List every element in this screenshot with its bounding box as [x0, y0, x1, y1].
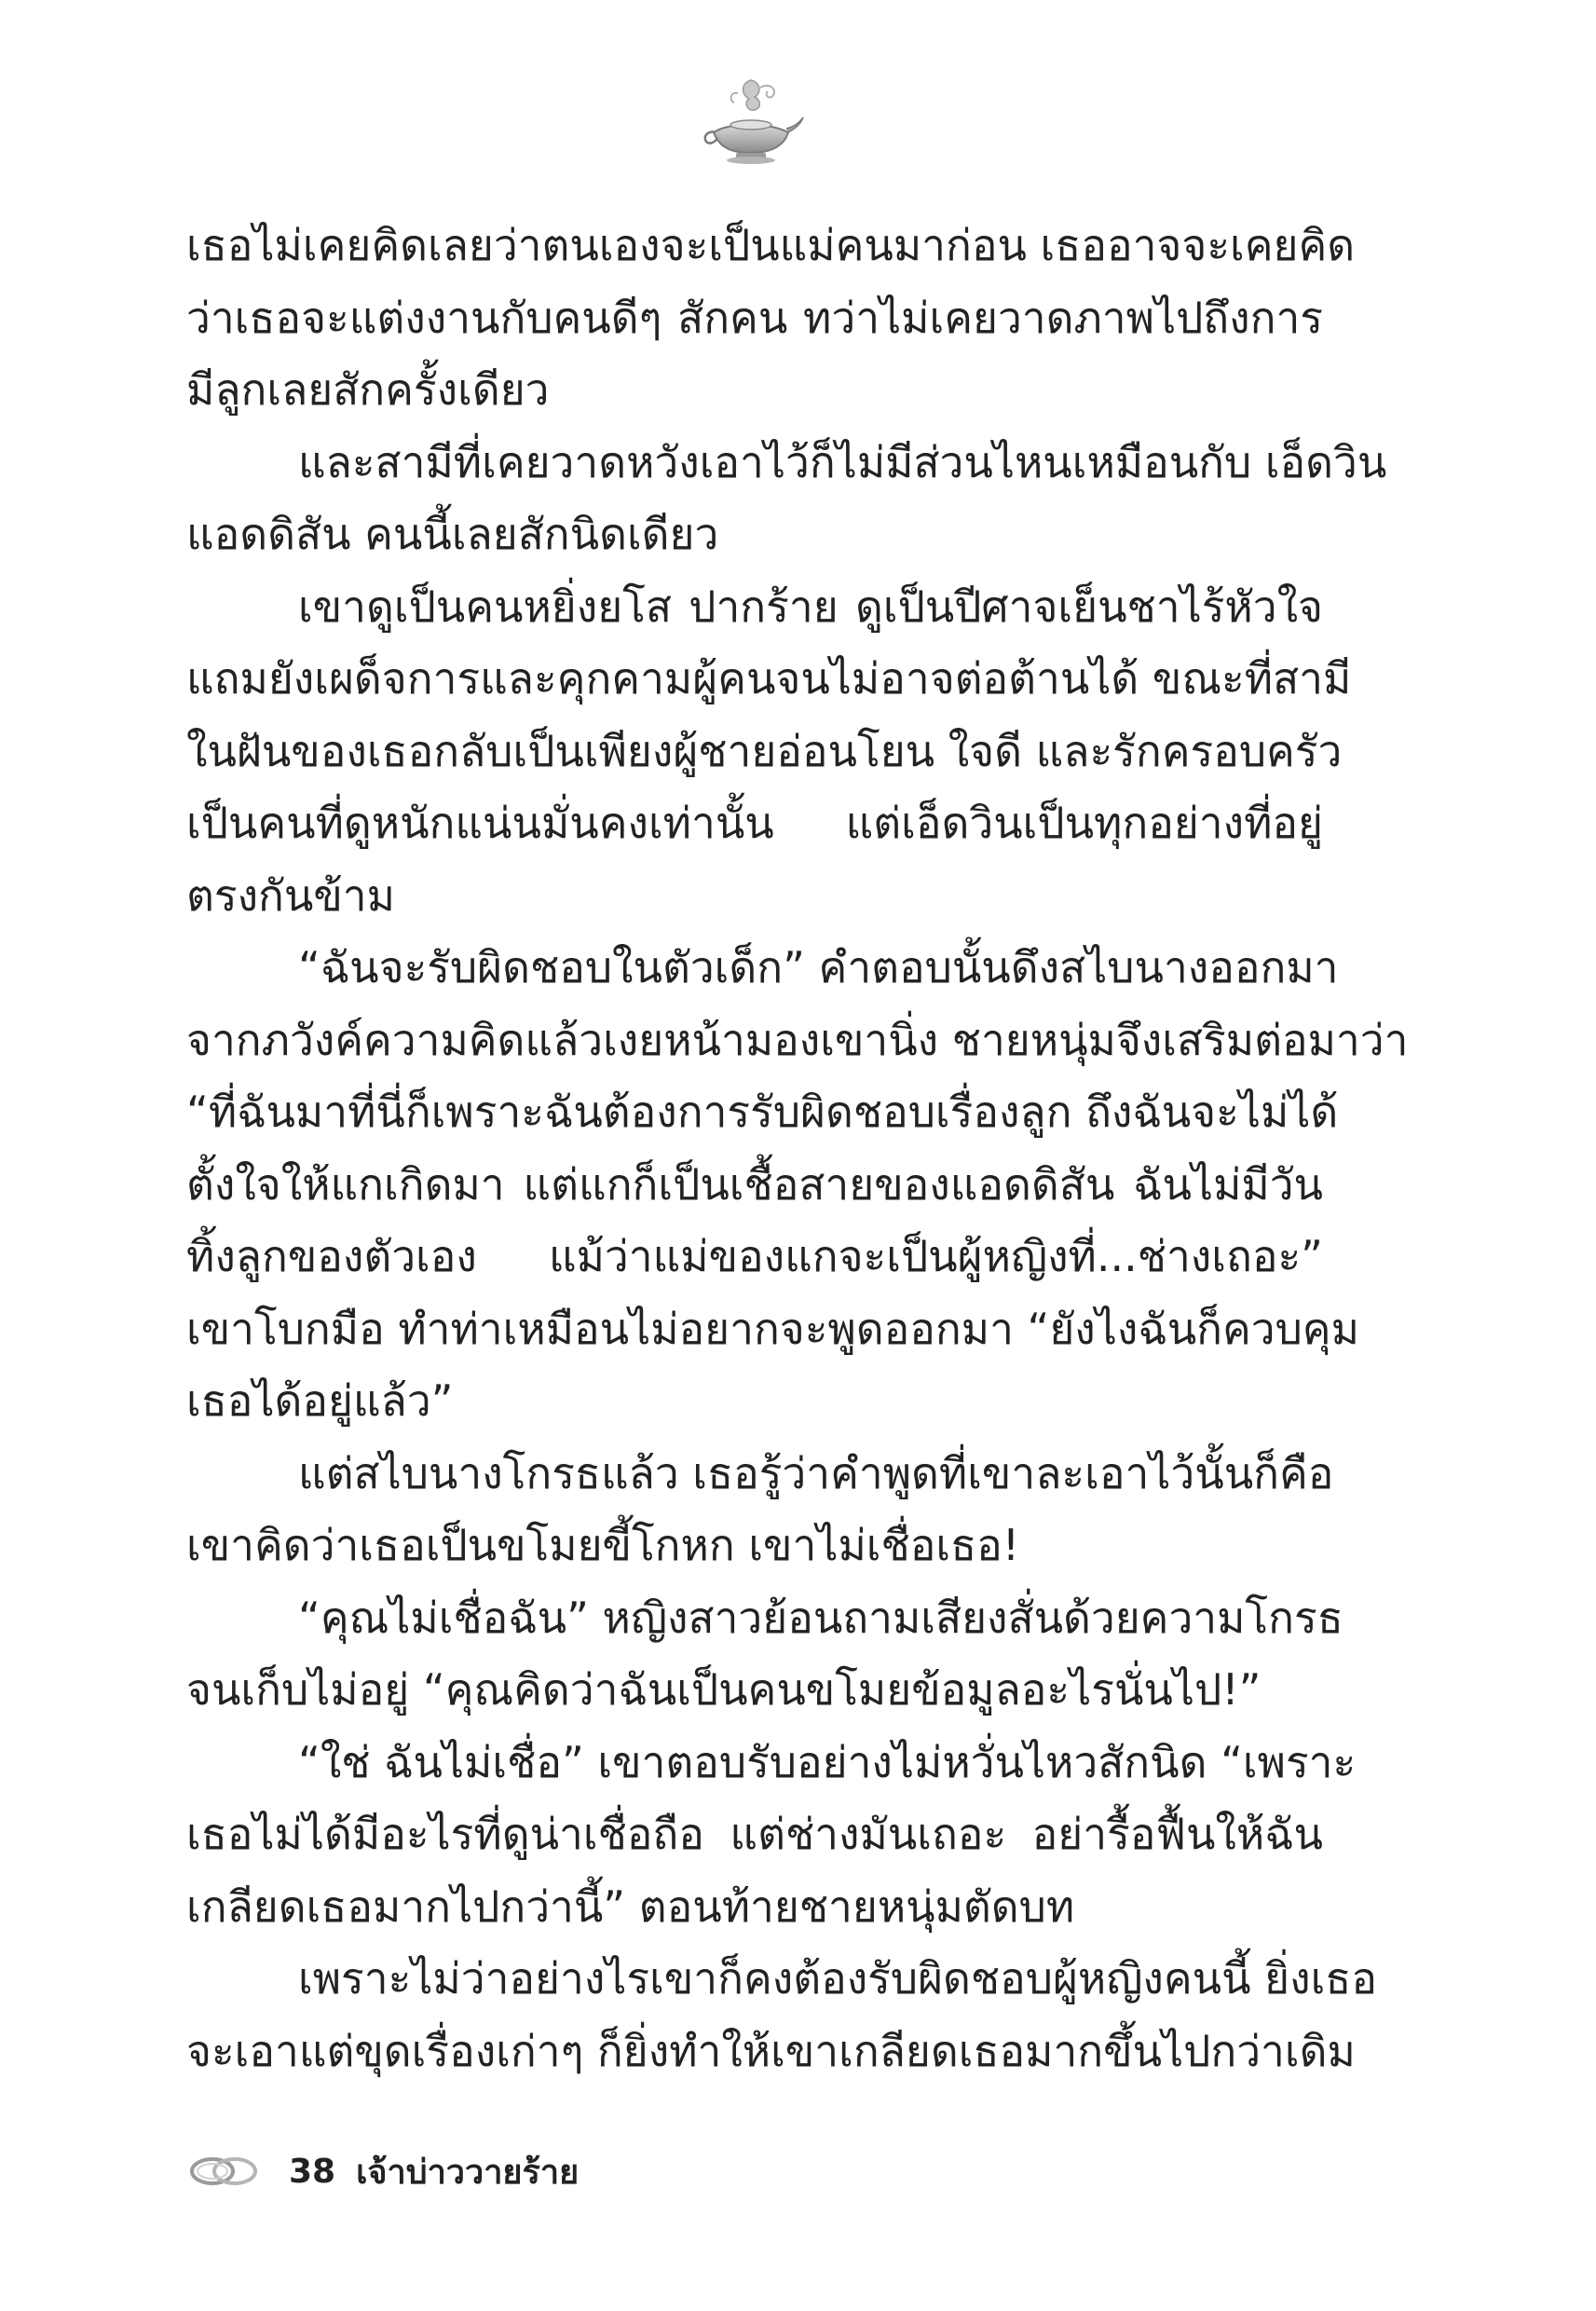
- text-line: แอดดิสัน คนนี้เลยสักนิดเดียว: [186, 509, 719, 559]
- text-line: มีลูกเลยสักครั้งเดียว: [186, 364, 550, 415]
- text-line: “ที่ฉันมาที่นี่ก็เพราะฉันต้องการรับผิดชอบเรื่องลูก ถึงฉันจะไม่ได้: [186, 1087, 1339, 1137]
- rings-icon: [186, 2153, 261, 2190]
- text-line: ทิ้งลูกของตัวเอง แม้ว่าแม่ของแกจะเป็นผู้หญิงที่...ช่างเถอะ”: [186, 1231, 1323, 1281]
- text-line: “ใช่ ฉันไม่เชื่อ” เขาตอบรับอย่างไม่หวั่นไหวสักนิด “เพราะ: [298, 1736, 1357, 1787]
- text-line: ตรงกันข้าม: [186, 869, 395, 921]
- text-line: เธอไม่ได้มีอะไรที่ดูน่าเชื่อถือ แต่ช่างมันเถอะ อย่ารื้อฟื้นให้ฉัน: [186, 1809, 1323, 1859]
- text-line: แถมยังเผด็จการและคุกคามผู้คนจนไม่อาจต่อต้านได้ ขณะที่สามี: [186, 653, 1352, 704]
- book-title: เจ้าบ่าววายร้าย: [356, 2153, 580, 2192]
- page-footer: [186, 2143, 579, 2199]
- text-line: “คุณไม่เชื่อฉัน” หญิงสาวย้อนถามเสียงสั่นด้วยความโกรธ: [298, 1592, 1344, 1643]
- text-line: “ฉันจะรับผิดชอบในตัวเด็ก” คำตอบนั้นดึงสไบนางออกมา: [298, 942, 1339, 992]
- text-line: จากภวังค์ความคิดแล้วเงยหน้ามองเขานิ่ง ชายหนุ่มจึงเสริมต่อมาว่า: [186, 1014, 1409, 1065]
- text-line: ว่าเธอจะแต่งงานกับคนดีๆ สักคน ทว่าไม่เคยวาดภาพไปถึงการ: [186, 292, 1323, 343]
- text-line: จนเก็บไม่อยู่ “คุณคิดว่าฉันเป็นคนขโมยข้อมูลอะไรนั่นไป!”: [186, 1664, 1262, 1715]
- text-line: เขาโบกมือ ทำท่าเหมือนไม่อยากจะพูดออกมา “ยังไงฉันก็ควบคุม: [186, 1303, 1359, 1354]
- text-line: ในฝันของเธอกลับเป็นเพียงผู้ชายอ่อนโยน ใจดี และรักครอบครัว: [186, 725, 1343, 776]
- text-line: จะเอาแต่ขุดเรื่องเก่าๆ ก็ยิ่งทำให้เขาเกลียดเธอมากขึ้นไปกว่าเดิม: [186, 2025, 1356, 2076]
- magic-lamp-icon: [695, 75, 807, 168]
- text-line: เขาดูเป็นคนหยิ่งยโส ปากร้าย ดูเป็นปีศาจเย็นชาไร้หัวใจ: [298, 581, 1323, 632]
- text-line: เป็นคนที่ดูหนักแน่นมั่นคงเท่านั้น แต่เอ็ดวินเป็นทุกอย่างที่อยู่: [186, 798, 1323, 848]
- page-number: 38: [289, 2152, 336, 2191]
- text-line: เธอไม่เคยคิดเลยว่าตนเองจะเป็นแม่คนมาก่อน เธออาจจะเคยคิด: [186, 220, 1356, 270]
- text-line: เพราะไม่ว่าอย่างไรเขาก็คงต้องรับผิดชอบผู้หญิงคนนี้ ยิ่งเธอ: [298, 1953, 1377, 2003]
- text-line: และสามีที่เคยวาดหวังเอาไว้ก็ไม่มีส่วนไหนเหมือนกับ เอ็ดวิน: [298, 436, 1387, 487]
- text-line: เธอได้อยู่แล้ว”: [186, 1375, 454, 1426]
- body-text: [186, 210, 1409, 2087]
- text-line: เขาคิดว่าเธอเป็นขโมยขี้โกหก เขาไม่เชื่อเธอ!: [186, 1520, 1020, 1570]
- text-line: เกลียดเธอมากไปกว่านี้” ตอนท้ายชายหนุ่มตัดบท: [186, 1880, 1075, 1932]
- text-line: แต่สไบนางโกรธแล้ว เธอรู้ว่าคำพูดที่เขาละเอาไว้นั้นก็คือ: [298, 1447, 1334, 1498]
- text-line: ตั้งใจให้แกเกิดมา แต่แกก็เป็นเชื้อสายของแอดดิสัน ฉันไม่มีวัน: [186, 1158, 1323, 1210]
